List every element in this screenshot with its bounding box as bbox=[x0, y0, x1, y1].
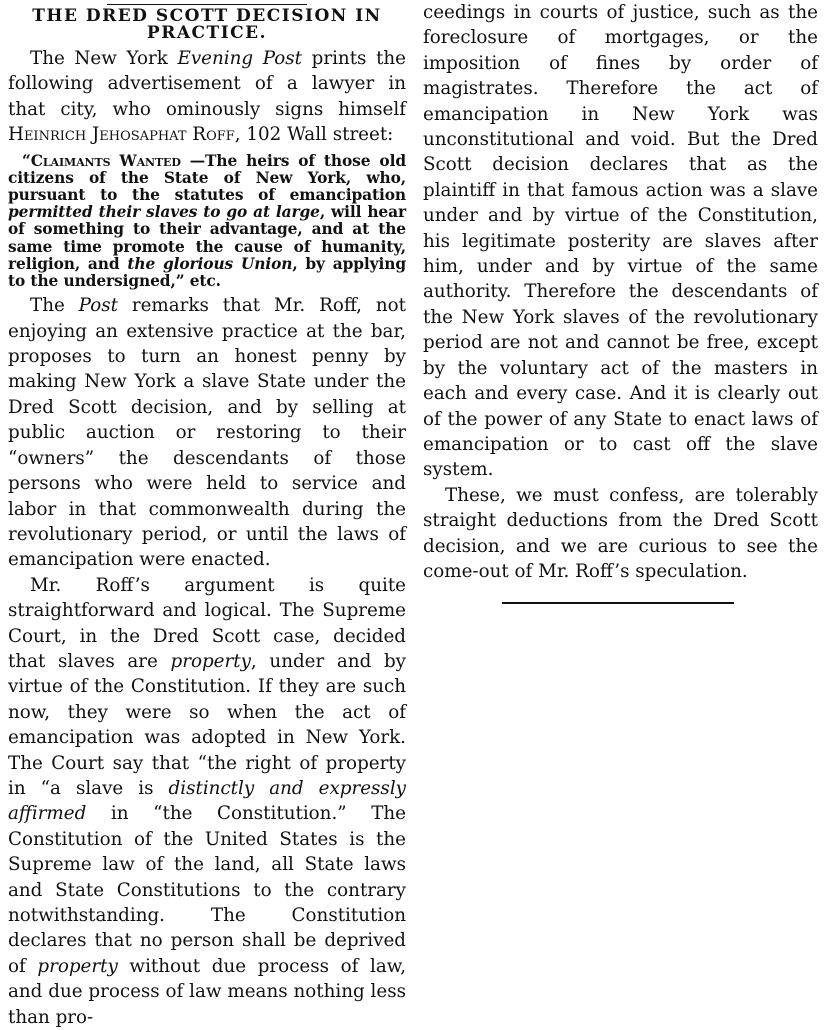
headline-rule bbox=[107, 4, 307, 5]
post-remarks-paragraph bbox=[8, 293, 406, 572]
argument-paragraph bbox=[8, 573, 406, 1030]
intro-text-b: prints the following advertisement of a lawyer in that city, who ominously signs himself bbox=[8, 48, 407, 120]
lawyer-name: Heinrich Jehosaphat Roff bbox=[8, 124, 235, 146]
source-evening-post: Evening Post bbox=[177, 48, 302, 69]
end-rule bbox=[502, 602, 734, 604]
argument-continued bbox=[423, 0, 818, 483]
argument-emphasis-1: property bbox=[170, 650, 251, 672]
ad-text-a: —The heirs of those old citizens of the State of New York, who, pursuant to the statutes of emancipation bbox=[8, 151, 406, 205]
source-post: Post bbox=[78, 295, 118, 317]
argument-text-a: Mr. Roff’s argument is quite straightforward and logical. The Supreme Court, in the Dred Scott case, decided that slaves are bbox=[8, 574, 406, 672]
ad-text-b: , will hear of something to their advantage, and at the same time promote the cause of humanity, religion, and bbox=[8, 203, 406, 273]
right-column bbox=[423, 0, 818, 604]
ad-emphasis-2: the glorious Union bbox=[127, 254, 293, 273]
advertisement-quote bbox=[8, 153, 406, 291]
argument-text-d: without due process of law, and due process of law means nothing less than pro- bbox=[8, 955, 407, 1028]
argument-text-d-continued: ceedings in courts of justice, such as the foreclosure of mortgages, or the imposition of fines by order of magistrates. Therefore the act of emancipation in New York was unconstitutional and void. But the Dred Scott decision declares that as the plaintiff in that famous action was a slave under and by virtue of the Constitution, his legitimate posterity are slaves after him, under and by virtue of the same authority. Therefore the descendants of the New York slaves of the revolutionary period are not and cannot be free, except by the voluntary act of the masters in each and every case. And it is clearly out of the power of any State to enact laws of emancipation or to cast off the slave system. bbox=[423, 2, 818, 481]
ad-text-c: , by applying to the undersigned,” etc. bbox=[8, 254, 406, 291]
left-column bbox=[8, 0, 406, 1030]
argument-emphasis-2: distinctly and expressly affirmed bbox=[8, 777, 406, 825]
ad-emphasis-1: permitted their slaves to go at large bbox=[8, 203, 320, 222]
ad-heading: “Claimants Wanted bbox=[22, 151, 181, 170]
argument-text-c: in “the Constitution.” The Constitution of the United States is the Supreme law of the land, all State laws and State Constitutions to the contrary notwithstanding. The Constitution declares that no person shall be deprived of bbox=[8, 803, 406, 977]
argument-emphasis-3: property bbox=[37, 955, 118, 977]
intro-text-a: The New York bbox=[30, 48, 178, 69]
intro-paragraph bbox=[8, 46, 406, 148]
headline-line-2: PRACTICE. bbox=[146, 23, 268, 43]
headline-line-1: THE DRED SCOTT DECISION IN bbox=[32, 6, 382, 26]
argument-text-b: , under and by virtue of the Constitution. If they are such now, they were so when the act of emancipation was adopted in New York. The Court say that “the right of property in “a slave is bbox=[8, 650, 406, 799]
intro-text-c: , 102 Wall street: bbox=[234, 124, 394, 146]
article-headline bbox=[8, 8, 406, 42]
remarks-text-a: The bbox=[30, 295, 79, 317]
remarks-text-b: remarks that Mr. Roff, not enjoying an extensive practice at the bar, proposes to turn an honest penny by making New York a slave State under the Dred Scott decision, and by selling at public auction or restoring to their “owners” the descendants of those persons who were held to service and labor in that commonwealth during the revolutionary period, or until the laws of emancipation were enacted. bbox=[8, 295, 406, 571]
closing-paragraph: These, we must confess, are tolerably straight deductions from the Dred Scott decision, and we are curious to see the come-out of Mr. Roff’s speculation. bbox=[423, 484, 818, 582]
